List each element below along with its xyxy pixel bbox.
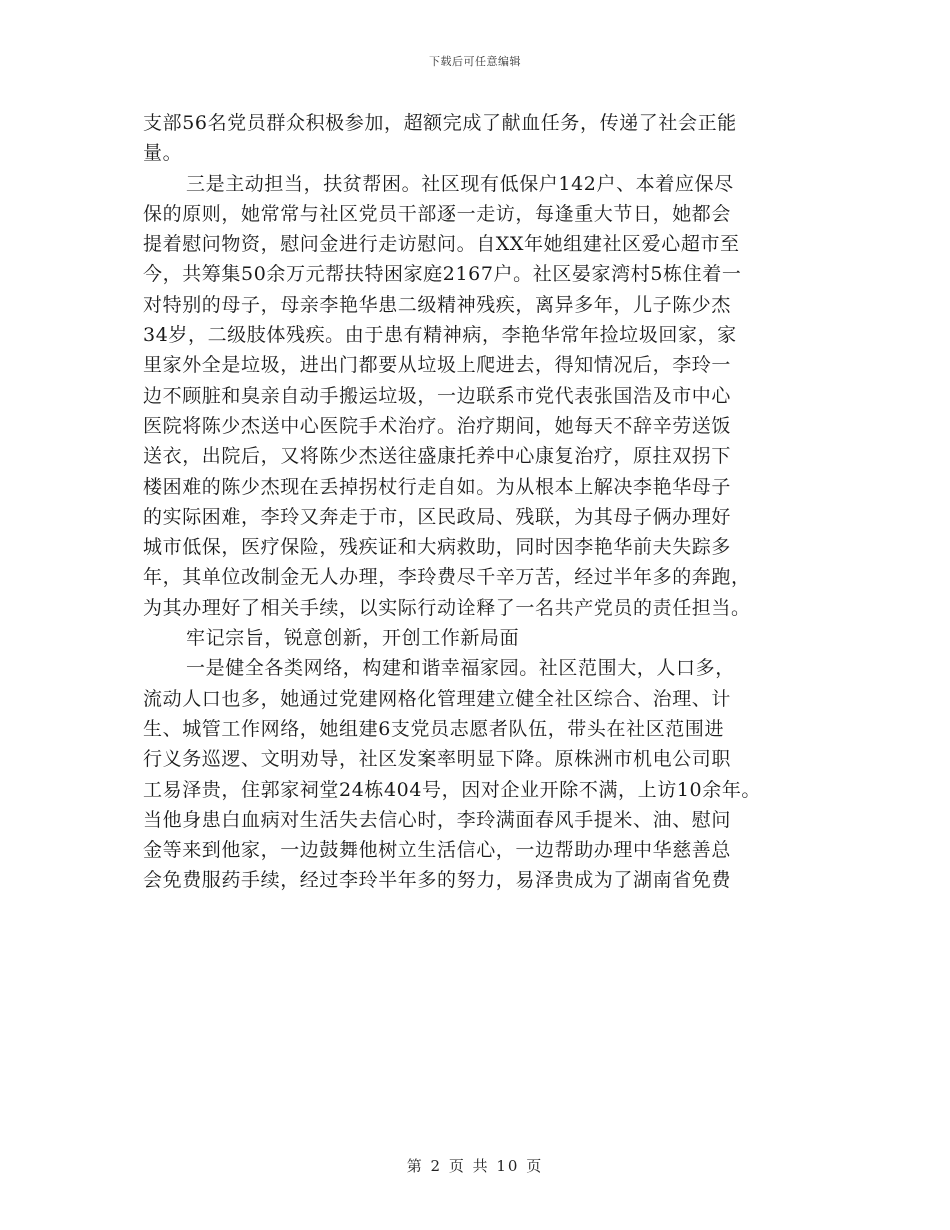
text-line-10: 边不顾脏和臭亲自动手搬运垃圾，一边联系市党代表张国浩及市中心: [143, 384, 732, 407]
text-line-1: 支部56名党员群众积极参加，超额完成了献血任务，传递了社会正能: [143, 112, 737, 134]
text-line-15: 城市低保，医疗保险，残疾证和大病救助，同时因李艳华前夫失踪多: [143, 536, 732, 559]
text-line-7: 对特别的母子，母亲李艳华患二级精神残疾，离异多年，儿子陈少杰: [143, 293, 732, 316]
text-line-26: 会免费服药手续，经过李玲半年多的努力，易泽贵成为了湖南省免费: [143, 869, 732, 892]
page-header: 下载后可任意编辑: [429, 55, 521, 68]
text-line-9: 里家外全是垃圾，进出门都要从垃圾上爬进去，得知情况后，李玲一: [143, 354, 732, 377]
text-line-19: 一是健全各类网络，构建和谐幸福家园。社区范围大，人口多，: [186, 657, 735, 680]
text-line-20: 流动人口也多，她通过党建网格化管理建立健全社区综合、治理、计: [143, 687, 732, 710]
text-line-4: 保的原则，她常常与社区党员干部逐一走访，每逢重大节日，她都会: [143, 202, 732, 225]
text-line-5: 提着慰问物资，慰问金进行走访慰问。自XX年她组建社区爱心超市至: [143, 233, 740, 256]
text-line-16: 年，其单位改制金无人办理，李玲费尽千辛万苦，经过半年多的奔跑，: [143, 566, 751, 589]
text-line-24: 当他身患白血病对生活失去信心时，李玲满面春风手提米、油、慰问: [143, 808, 732, 831]
text-line-13: 楼困难的陈少杰现在丢掉拐杖行走自如。为从根本上解决李艳华母子: [143, 475, 732, 498]
text-line-22: 行义务巡逻、文明劝导，社区发案率明显下降。原株洲市机电公司职: [143, 748, 732, 771]
text-line-14: 的实际困难，李玲又奔走于市，区民政局、残联，为其母子俩办理好: [143, 505, 732, 528]
section-heading: 牢记宗旨，锐意创新，开创工作新局面: [186, 627, 520, 650]
text-line-12: 送衣，出院后，又将陈少杰送往盛康托养中心康复治疗，原拄双拐下: [143, 445, 732, 468]
text-line-6: 今，共筹集50余万元帮扶特困家庭2167户。社区晏家湾村5栋住着一: [143, 263, 742, 286]
text-line-23: 工易泽贵，住郭家祠堂24栋404号，因对企业开除不满，上访10余年。: [143, 778, 762, 801]
text-line-25: 金等来到他家，一边鼓舞他树立生活信心，一边帮助办理中华慈善总: [143, 839, 732, 862]
document-body: [143, 108, 813, 896]
text-line-11: 医院将陈少杰送中心医院手术治疗。治疗期间，她每天不辞辛劳送饭: [143, 414, 732, 437]
text-line-17: 为其办理好了相关手续，以实际行动诠释了一名共产党员的责任担当。: [143, 596, 751, 619]
text-line-2: 量。: [143, 142, 183, 165]
text-line-8: 34岁，二级肢体残疾。由于患有精神病，李艳华常年捡垃圾回家，家: [143, 324, 737, 347]
text-line-21: 生、城管工作网络，她组建6支党员志愿者队伍，带头在社区范围进: [143, 717, 725, 740]
page-footer: 第 2 页 共 10 页: [406, 1157, 544, 1175]
text-line-3: 三是主动担当，扶贫帮困。社区现有低保户142户、本着应保尽: [186, 172, 734, 195]
